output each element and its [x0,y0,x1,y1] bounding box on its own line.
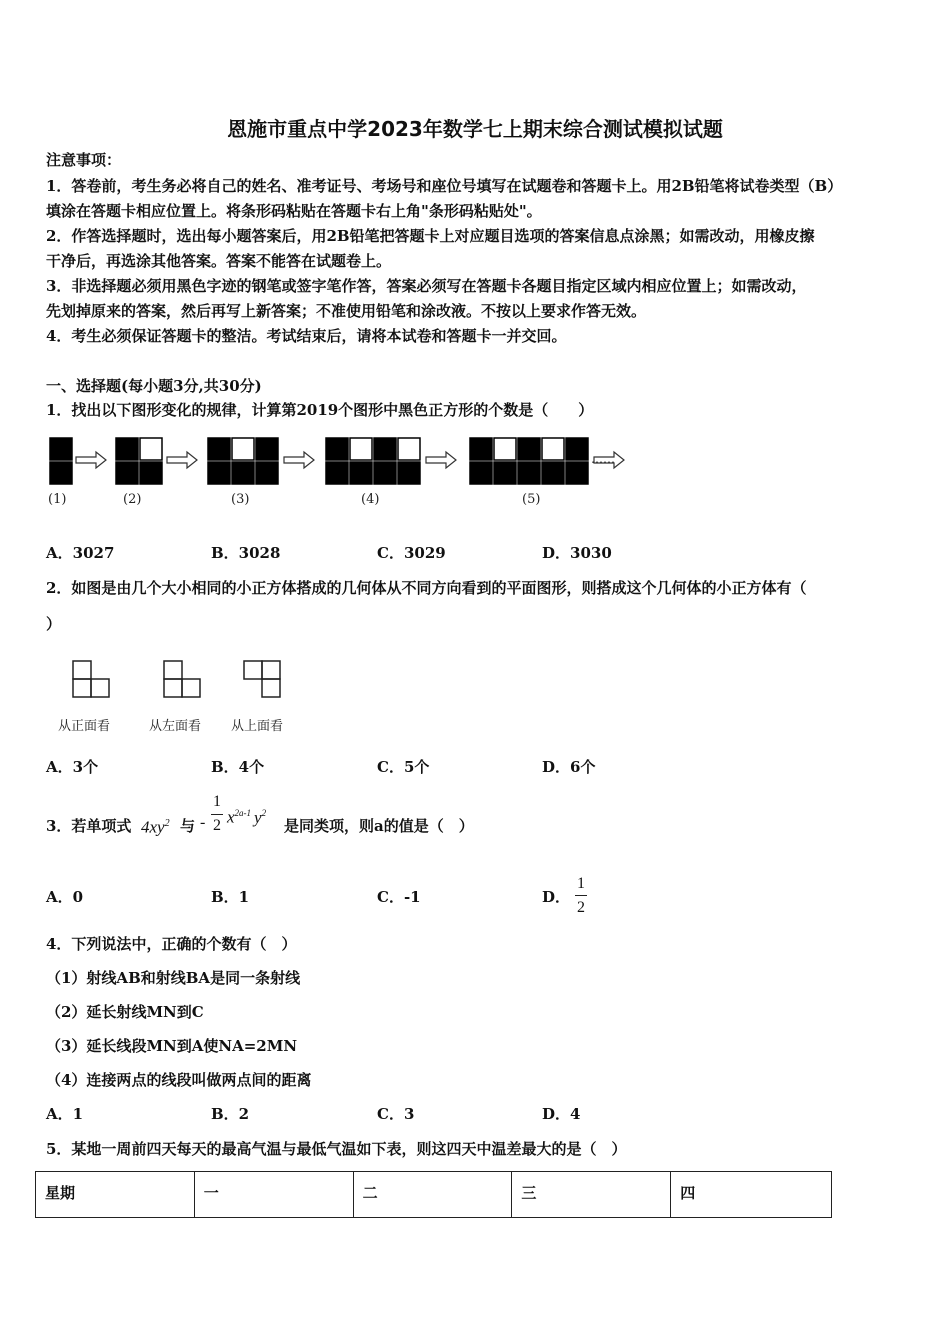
q3-minus-sign: - [200,814,206,831]
temperature-table [35,1171,832,1218]
table-header-cell: 四 [671,1172,832,1218]
section-heading: 一、选择题(每小题3分,共30分) [46,377,262,395]
table-row [36,1172,832,1218]
q1-option-c: C．3029 [377,544,446,562]
q1-stem: 1．找出以下图形变化的规律，计算第2019个图形中黑色正方形的个数是（ ） [46,401,594,419]
q2-view-label: 从正面看 [58,719,111,734]
q3-stem-post: 是同类项，则a的值是（ ） [284,817,474,835]
q3-frac-num: 1 [213,793,221,810]
q3-optd-bar [575,895,587,896]
q4-option-b: B．2 [211,1105,250,1123]
table-header-cell: 星期 [36,1172,195,1218]
q2-option-c: C．5个 [377,758,430,776]
q4-stem: 4．下列说法中，正确的个数有（ ） [46,935,297,953]
page-title: 恩施市重点中学2023年数学七上期末综合测试模拟试题 [227,117,723,141]
q1-fig-label: (1) [48,492,67,507]
q3-option-b: B．1 [211,888,250,906]
table-header-cell: 二 [353,1172,512,1218]
notice-line: 3．非选择题必须用黑色字迹的钢笔或签字笔作答，答案必须写在答题卡各题目指定区域内相应位置上；如需改动， [46,277,807,295]
q3-stem-pre: 3．若单项式 [46,817,132,835]
q4-option-d: D．4 [542,1105,581,1123]
q2-option-a: A．3个 [46,758,99,776]
q2-option-d: D．6个 [542,758,596,776]
q1-ellipsis: …… [591,452,615,466]
q4-item: （3）延长线段MN到A使NA=2MN [46,1037,298,1055]
q4-item: （2）延长射线MN到C [46,1003,204,1021]
q3-option-d: D． [542,888,571,906]
q2-option-b: B．4个 [211,758,265,776]
table-header-cell: 一 [194,1172,353,1218]
q3-frac-bar [211,814,223,815]
q4-option-a: A．1 [46,1105,84,1123]
q1-option-d: D．3030 [542,544,612,562]
q1-fig-label: (2) [123,492,142,507]
q1-option-a: A．3027 [46,544,115,562]
q2-views-figure [66,658,296,703]
q2-view-label: 从左面看 [149,719,202,734]
q1-fig-label: (4) [361,492,380,507]
table-header-cell: 三 [512,1172,671,1218]
q4-item: （1）射线AB和射线BA是同一条射线 [46,969,301,987]
q2-stem: 2．如图是由几个大小相同的小正方体搭成的几何体从不同方向看到的平面图形，则搭成这个几何体的小正方体有（ [46,579,807,597]
q3-option-a: A．0 [46,888,84,906]
q3-stem-mid: 与 [180,817,196,835]
notice-heading: 注意事项： [46,151,122,169]
notice-line: 先划掉原来的答案，然后再写上新答案；不准使用铅笔和涂改液。不按以上要求作答无效。 [46,302,647,320]
q3-optd-den: 2 [577,899,585,916]
q2-stem-end: ） [46,615,62,633]
notice-line: 干净后，再选涂其他答案。答案不能答在试题卷上。 [46,252,392,270]
notice-line: 2．作答选择题时，选出每小题答案后，用2B铅笔把答题卡上对应题目选项的答案信息点涂黑；如需改动，用橡皮擦 [46,227,815,245]
notice-line: 填涂在答题卡相应位置上。将条形码粘贴在答题卡右上角"条形码粘贴处"。 [46,202,542,220]
notice-line: 1．答卷前，考生务必将自己的姓名、准考证号、考场号和座位号填写在试题卷和答题卡上。用2B铅笔将试卷类型（B） [46,177,843,195]
q3-monomial-1: $4xy^2$ [141,817,170,837]
notice-line: 4．考生必须保证答题卡的整洁。考试结束后，请将本试卷和答题卡一并交回。 [46,327,567,345]
q2-view-label: 从上面看 [231,719,284,734]
q3-option-c: C．-1 [377,888,421,906]
q1-option-b: B．3028 [211,544,281,562]
q3-monomial-2: $x^{2a-1}$ $y^2$ [227,807,267,827]
q4-item: （4）连接两点的线段叫做两点间的距离 [46,1071,312,1089]
q3-optd-num: 1 [577,875,585,892]
q5-stem: 5．某地一周前四天每天的最高气温与最低气温如下表，则这四天中温差最大的是（ ） [46,1140,627,1158]
q3-frac-den: 2 [213,817,221,834]
q1-fig-label: (5) [522,492,541,507]
q1-fig-label: (3) [231,492,250,507]
q4-option-c: C．3 [377,1105,415,1123]
